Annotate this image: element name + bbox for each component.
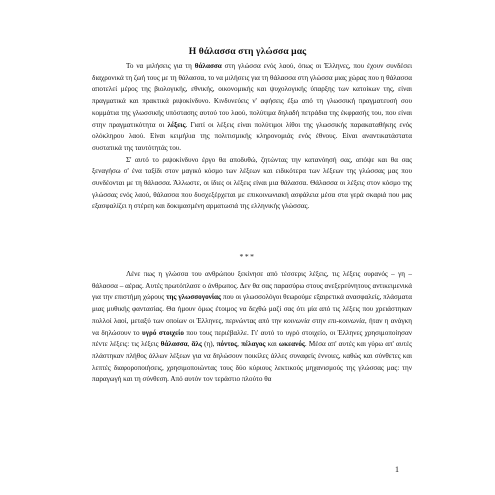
paragraph-text: . Γιατί οι λέξεις είναι πολύτιμοι λίθοι της γλωσσικής παρακαταθήκης ενός ολόκληρου λαού. Είναι κειμήλια της πολιτισμικής κληρονομιάς ενός έθνους. Είναι αναντικατάστατα συστατικά της ταυτότητάς του. — [92, 120, 412, 152]
emphasis-word: πόντος — [216, 340, 238, 349]
section-1 — [92, 61, 412, 213]
emphasis-word: επι-κοινωνία — [328, 316, 365, 325]
paragraph-text: Λένε πως η γλώσσα του ανθρώπου ξεκίνησε από τέσσερις λέξεις, τις λέξεις ουρανός – γη – θάλασσα – αέρας. Αυτές πρωτόπλασε ο άνθρωπος. Δεν θα σας παρασύρω στους ανεξερεύνητους αντικειμενικά για την επιστήμη χώρους — [92, 270, 412, 302]
paragraph-text: (η), — [202, 340, 217, 349]
section-separator: *** — [239, 252, 256, 261]
page-number: 1 — [395, 465, 399, 474]
paragraph-text: που οι γλωσσολόγοι θεωρούμε εξαιρετικά ανασφαλείς, πλάσματα μιας μυθικής φαντασίας. Θα ήμουν όμως έτοιμος να δεχθώ μαζί σας ότι μία από τις λέξεις που χρειάστηκαν πολλοί λαοί, μεταξύ των οποίων οι Έλληνες, περνώντας από την — [92, 293, 412, 325]
emphasis-word: της γλωσσογονίας — [166, 293, 222, 302]
paragraph-text: στην — [309, 316, 329, 325]
emphasis-word: ἅλς — [191, 340, 203, 349]
emphasis-word: ωκεανός — [278, 340, 305, 349]
emphasis-word: πέλαγος — [241, 340, 266, 349]
document-title: Η θάλασσα στη γλώσσα μας — [188, 46, 307, 57]
paragraph-text: , ήταν η ανάγκη να δηλώσουν το — [92, 316, 412, 337]
paragraph-text: και — [265, 340, 279, 349]
emphasis-word: υγρό στοιχείο — [142, 328, 184, 337]
paragraph: Σ' αυτό το ριψοκίνδυνο έργο θα αποδυθώ, ζητώντας την κατανόησή σας, απόψε και θα σας ξεναγήσω σ' ένα ταξίδι στον μαγικό κόσμο των λέξεων και ειδικότερα των λέξεων της γλώσσας μας που συνδέονται με τη θάλασσα. Άλλωστε, οι ίδιες οι λέξεις είναι μια θάλασσα. Θάλασσα οι λέξεις στον κόσμο της γλώσσας ενός λαού, θάλασσα που δυσχεξέρχεται με επικοινωνιακή ασφάλεια μέσα στα γερά σκαριά που μας εξασφαλίζει η στέρεη και δοκιμασμένη αρματωσιά της ελληνικής γλώσσας. — [92, 155, 412, 211]
paragraph-text: στη γλώσσα ενός λαού, όπως οι Έλληνες, που έχουν συνδέσει διαχρονικά τη ζωή τους με τη θάλασσα, το να μιλήσεις για τη θάλασσα στη γλώσσα μιας χώρας που η θάλασσα αποτελεί μέρος της βιολογικής, εθνικής, οικονομικής και ψυχολογικής ύπαρξης των κατοίκων της, είναι πραγματικά και πρακτικά ριψοκίνδυνο. Κινδυνεύεις ν' αφήσεις έξω από τη γλωσσική πραγματευσή σου κομμάτια της γλωσσικής υπόστασης αυτού του λαού, πολύτιμα δηλαδή πετράδια της έκφρασής του, που είναι στην πραγματικότητα οι — [92, 62, 412, 129]
paragraph — [92, 269, 412, 386]
paragraph-text: που τους περιέβαλλε. Γι' αυτό το υγρό στοιχείο, οι Έλληνες χρησιμοποίησαν πέντε λέξεις: τις λέξεις — [92, 328, 412, 349]
paragraph-text: , — [187, 340, 192, 349]
paragraph-text: Το να μιλήσεις για τη — [126, 62, 195, 70]
emphasis-word: θάλασσα — [160, 340, 188, 349]
paragraph-text: , — [237, 340, 242, 349]
paragraph-text: . Μέσα απ' αυτές και γύρω απ' αυτές πλάστηκαν πλήθος άλλων λέξεων για να δηλώσουν ποικίλες άλλες συναφείς έννοιες, καθώς και σύνθετες και λεπτές διαφοροποιήσεις, χρησιμοποιώντας τους δύο κύριους λεκτικούς μηχανισμούς της γλώσσας μας: την παραγωγή και τη σύνθεση. Από αυτόν τον τεράστιο πλούτο θα — [92, 340, 412, 384]
emphasis-word: κοινωνία — [283, 316, 310, 325]
section-2 — [92, 269, 412, 386]
emphasis-word: θάλασσα — [194, 62, 222, 70]
emphasis-word: λέξεις — [167, 120, 186, 129]
paragraph — [92, 61, 412, 155]
